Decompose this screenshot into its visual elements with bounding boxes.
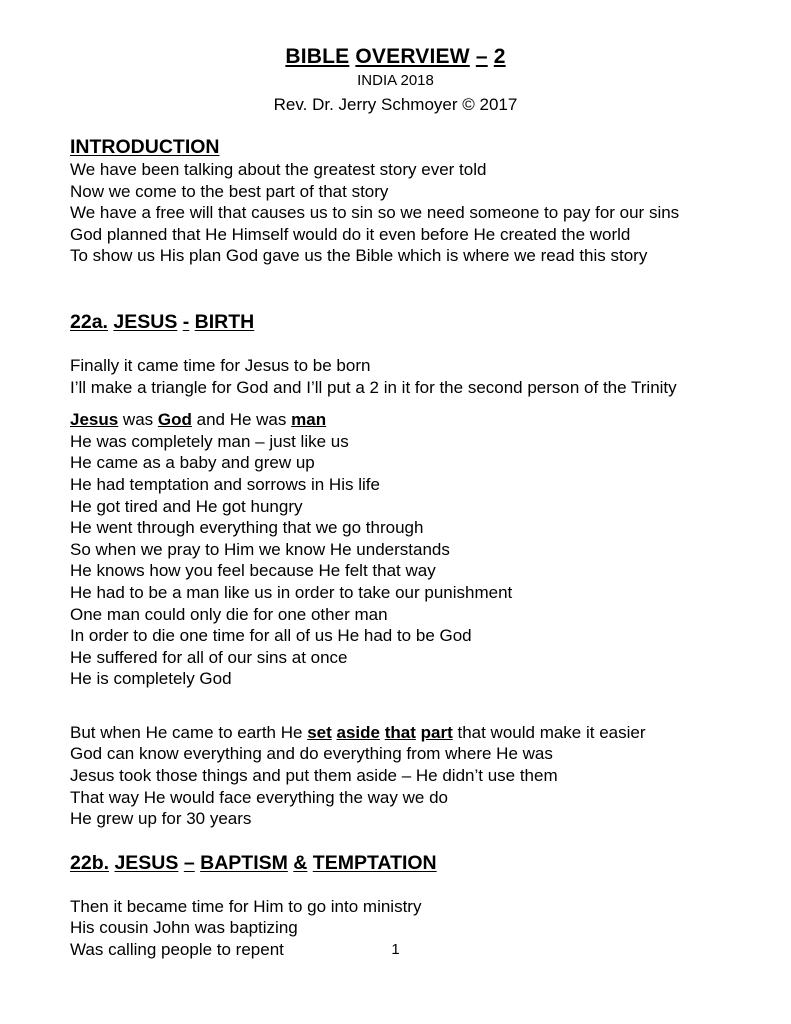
heading-word: JESUS	[114, 851, 179, 874]
jesus-birth-body-lines	[70, 409, 751, 690]
text-run: Jesus took those things and put them aside – He didn’t use them	[70, 766, 558, 786]
text-line	[70, 808, 751, 830]
text-line	[70, 604, 751, 626]
spacer	[70, 334, 751, 355]
heading-word: &	[293, 851, 308, 874]
text-run: He went through everything that we go through	[70, 518, 424, 538]
text-run: He is completely God	[70, 669, 232, 689]
text-run: I’ll make a triangle for God and I’ll put a 2 in it for the second person of the Trinity	[70, 377, 677, 397]
text-line: We have a free will that causes us to sin so we need someone to pay for our sins	[70, 203, 680, 223]
text-line	[70, 431, 751, 453]
title-block	[0, 0, 791, 116]
text-line: To show us His plan God gave us the Bible which is where we read this story	[70, 246, 648, 266]
text-line	[70, 560, 751, 582]
text-line	[70, 409, 751, 431]
document-byline: Rev. Dr. Jerry Schmoyer © 2017	[273, 95, 518, 114]
text-run: that would make it easier	[452, 722, 646, 742]
text-line	[70, 474, 751, 496]
text-run: He was completely man – just like us	[70, 431, 349, 451]
emphasized-word: aside	[336, 722, 380, 742]
text-run: He had to be a man like us in order to take our punishment	[70, 582, 513, 602]
text-line: Now we come to the best part of that story	[70, 181, 389, 201]
page-title	[0, 44, 791, 70]
text-run: So when we pray to Him we know He understands	[70, 539, 450, 559]
heading-word: BIRTH	[194, 310, 255, 333]
text-run: and He was	[191, 410, 292, 430]
emphasized-word: God	[157, 410, 192, 430]
text-line	[70, 765, 751, 787]
text-line	[70, 582, 751, 604]
text-line: God planned that He Himself would do it even before He created the world	[70, 224, 631, 244]
text-run: One man could only die for one other man	[70, 604, 388, 624]
spacer	[70, 875, 751, 896]
heading-word: –	[475, 45, 488, 68]
text-line	[70, 722, 751, 744]
text-run: In order to die one time for all of us He had to be God	[70, 626, 472, 646]
text-run: He suffered for all of our sins at once	[70, 647, 348, 667]
text-line	[70, 377, 751, 399]
document-subtitle: INDIA 2018	[357, 72, 434, 89]
text-line	[70, 496, 751, 518]
text-line	[70, 539, 751, 561]
heading-word: INTRODUCTION	[70, 136, 220, 158]
page-number: 1	[391, 941, 400, 958]
emphasized-word: part	[420, 722, 453, 742]
heading-word: –	[183, 851, 195, 874]
heading-word: OVERVIEW	[355, 45, 470, 68]
text-run: He knows how you feel because He felt that way	[70, 561, 436, 581]
jesus-birth-intro-lines	[70, 355, 751, 398]
heading-word: 2	[493, 45, 506, 68]
text-run: But when He came to earth He	[70, 722, 308, 742]
text-run: God can know everything and do everything from where He was	[70, 744, 553, 764]
text-line	[70, 787, 751, 809]
spacer	[70, 690, 751, 722]
section-heading-jesus-birth	[70, 310, 751, 334]
text-line: We have been talking about the greatest story ever told	[70, 160, 487, 179]
document-body	[0, 135, 791, 961]
text-line	[70, 668, 751, 690]
text-line	[70, 743, 751, 765]
text-run: He came as a baby and grew up	[70, 453, 315, 473]
heading-word: JESUS	[113, 310, 178, 333]
heading-word: BIBLE	[285, 45, 350, 68]
text-run: was	[118, 410, 158, 430]
text-run: He grew up for 30 years	[70, 809, 252, 829]
text-run: Finally it came time for Jesus to be born	[70, 355, 371, 375]
text-line	[70, 355, 751, 377]
text-run: He got tired and He got hungry	[70, 496, 303, 516]
spacer	[70, 267, 751, 310]
heading-word: 22a.	[70, 310, 108, 333]
emphasized-word: Jesus	[70, 410, 119, 430]
text-run: That way He would face everything the way we do	[70, 787, 448, 807]
spacer	[70, 398, 751, 409]
jesus-birth-setaside-lines	[70, 722, 751, 830]
emphasized-word: set	[307, 722, 332, 742]
heading-word: TEMPTATION	[312, 851, 437, 874]
emphasized-word: man	[291, 410, 327, 430]
section-heading-jesus-baptism-temptation	[70, 851, 751, 875]
text-line	[70, 647, 751, 669]
text-line	[70, 452, 751, 474]
text-line: Then it became time for Him to go into ministry	[70, 896, 422, 916]
spacer	[70, 830, 751, 851]
text-run: He had temptation and sorrows in His life	[70, 474, 380, 494]
text-line	[70, 517, 751, 539]
heading-word: BAPTISM	[200, 851, 288, 874]
introduction-lines	[70, 159, 751, 267]
text-line	[70, 625, 751, 647]
heading-word: 22b.	[70, 851, 110, 874]
section-heading-introduction	[70, 135, 751, 159]
emphasized-word: that	[384, 722, 416, 742]
text-line: His cousin John was baptizing	[70, 918, 298, 938]
text-line: Was calling people to repent	[70, 940, 284, 960]
heading-word: -	[182, 310, 190, 333]
